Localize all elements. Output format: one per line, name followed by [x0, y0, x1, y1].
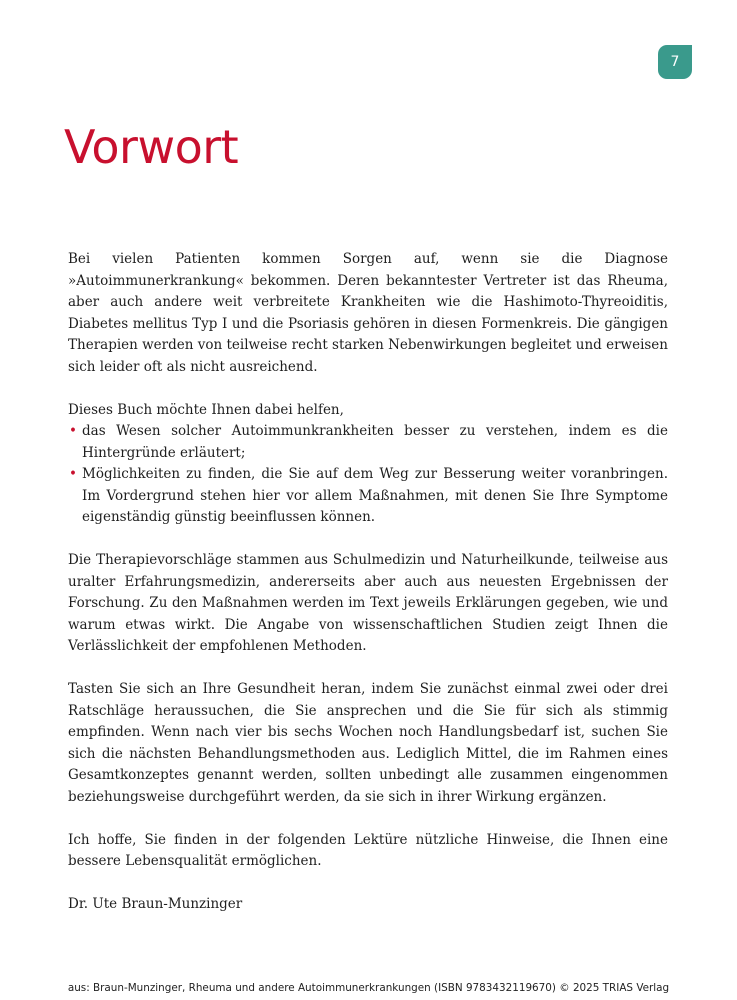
list-item	[68, 464, 668, 529]
paragraph-intro: Bei vielen Patienten kommen Sorgen auf, wenn sie die Diagnose »Autoimmunerkrankung« bekommen. Deren bekanntester Vertreter ist das Rheuma, aber auch andere weit verbreitete Krankheiten wie die Hashimoto-Thyreoiditis, Diabetes mellitus Typ I und die Psoriasis gehören in diesen Formenkreis. Die gängigen Therapien werden von teilweise recht starken Nebenwirkungen begleitet und erweisen sich leider oft als nicht ausreichend.	[68, 251, 668, 375]
bullet-list	[68, 421, 668, 529]
list-item	[68, 421, 668, 464]
author-signature: Dr. Ute Braun-Munzinger	[68, 896, 243, 912]
page-number-badge	[658, 45, 692, 79]
page-number: 7	[670, 54, 680, 70]
body-text	[68, 249, 668, 937]
page-title: Vorwort	[64, 120, 239, 174]
paragraph-advice: Tasten Sie sich an Ihre Gesundheit heran, indem Sie zunächst einmal zwei oder drei Ratschläge heraussuchen, die Sie ansprechen und die Sie für sich als stimmig empfinden. Wenn nach vier bis sechs Wochen noch Handlungsbedarf ist, suchen Sie sich die nächsten Behandlungsmethoden aus. Lediglich Mittel, die im Rahmen eines Gesamtkonzeptes genannt werden, sollten unbedingt alle zusammen eingenommen beziehungsweise durchgeführt werden, da sie sich in ihrer Wirkung ergänzen.	[68, 681, 668, 805]
paragraph-closing: Ich hoffe, Sie finden in der folgenden Lektüre nützliche Hinweise, die Ihnen eine bessere Lebensqualität ermöglichen.	[68, 831, 668, 869]
paragraph-list-intro: Dieses Buch möchte Ihnen dabei helfen,	[68, 401, 344, 418]
bullet-icon: •	[69, 466, 77, 482]
paragraph-therapy: Die Therapievorschläge stammen aus Schulmedizin und Naturheilkunde, teilweise aus uralter Erfahrungsmedizin, andererseits aber auch aus neuesten Ergebnissen der Forschung. Zu den Maßnahmen werden im Text jeweils Erklärungen gegeben, wie und warum etwas wirkt. Die Angabe von wissenschaftlichen Studien zeigt Ihnen die Verlässlichkeit der empfohlenen Methoden.	[68, 552, 668, 654]
source-footer: aus: Braun-Munzinger, Rheuma und andere Autoimmunerkrankungen (ISBN 9783432119670) © 2025 TRIAS Verlag	[67, 982, 670, 994]
bullet-icon: •	[69, 423, 77, 439]
list-item-text: das Wesen solcher Autoimmunkrankheiten besser zu verstehen, indem es die Hintergründe erläutert;	[82, 423, 668, 461]
list-item-text: Möglichkeiten zu finden, die Sie auf dem Weg zur Besserung weiter voranbringen. Im Vordergrund stehen hier vor allem Maßnahmen, mit denen Sie Ihre Symptome eigenständig günstig beeinflussen können.	[82, 466, 668, 525]
